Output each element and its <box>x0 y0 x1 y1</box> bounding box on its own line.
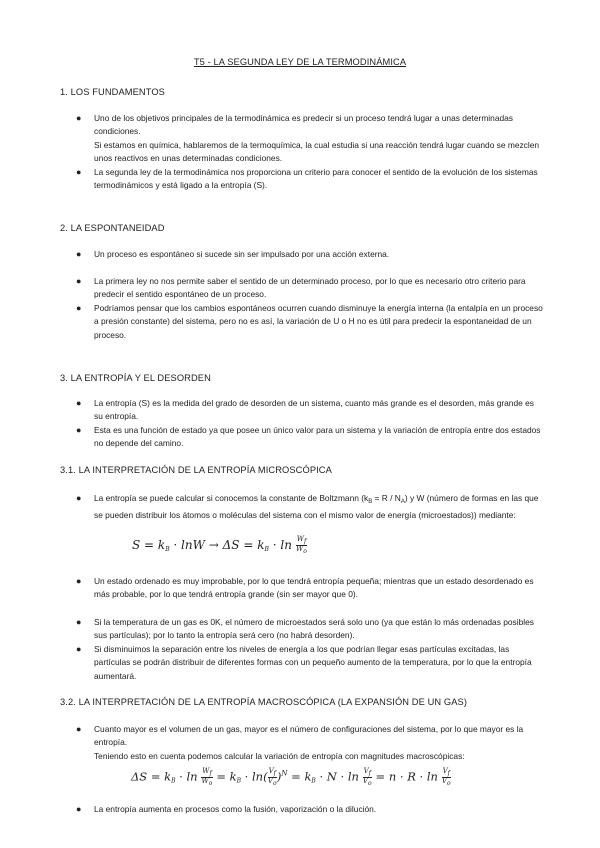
bullet-dot: ● <box>76 425 82 435</box>
bullet-dot: ● <box>76 398 82 408</box>
s32-bullet-1-extra: Teniendo esto en cuenta podemos calcular la variación de entropía con magnitudes macroscópicas: <box>94 750 465 761</box>
formula2-part: · ln <box>175 769 202 784</box>
s1-bullet-1-text: Uno de los objetivos principales de la termodinámica es predecir si un proceso tendrá lugar a unas determinadas condiciones. <box>94 113 513 137</box>
bullet-dot: ● <box>76 249 82 259</box>
section-3-heading: 3. LA ENTROPÍA Y EL DESORDEN <box>60 373 211 383</box>
s1-bullet-1-extra: Si estamos en química, hablaremos de la termoquímica, la cual estudia si una reacción tendrá lugar cuando se mezclen unos reactivos en unas determinadas condiciones. <box>94 139 540 163</box>
bullet-dot: ● <box>76 113 82 123</box>
s31-bullet-1 <box>94 492 544 523</box>
formula2-vo: V <box>441 777 447 785</box>
s31-b1-pre: La entropía se puede calcular si conocemos la constante de Boltzmann (k <box>94 493 369 503</box>
formula2-fraction-v3 <box>442 768 451 787</box>
bullet-dot: ● <box>76 617 82 627</box>
s31-b1-sub2: A <box>400 499 405 505</box>
macroscopic-formula <box>131 768 451 787</box>
s1-bullet-1 <box>94 112 544 165</box>
bullet-dot: ● <box>76 576 82 586</box>
s31-b1-mid: = R / N <box>372 493 401 503</box>
s3-bullet-2: Esta es una función de estado ya que posee un único valor para un sistema y la variación de entropía entre dos estados no depende del camino. <box>94 425 541 449</box>
formula2-part: · N · ln <box>315 769 363 784</box>
formula2-wo-sub: o <box>208 780 213 787</box>
formula2-sub: B <box>236 777 242 785</box>
s31-b1-post: ) y W (número de formas en las que se pueden distribuir los átomos o moléculas del sistema con el mismo valor de energía (microestados)) mediante: <box>94 493 539 521</box>
formula2-wo: W <box>201 777 209 785</box>
formula2-part: = k <box>212 769 237 784</box>
formula1-num: W <box>296 535 304 543</box>
formula1-den-sub: o <box>303 548 307 555</box>
formula2-vo-sub: o <box>446 780 451 787</box>
formula2-fraction-w <box>201 768 212 787</box>
formula2-part: ) <box>276 769 282 784</box>
formula2-part: = k <box>287 769 312 784</box>
formula2-vo: V <box>267 777 273 785</box>
formula2-fraction-v2 <box>363 768 372 787</box>
formula2-exp: N <box>281 769 288 778</box>
s32-bullet-1 <box>94 723 549 763</box>
formula2-wf-sub: f <box>209 770 212 777</box>
boltzmann-formula <box>132 536 307 555</box>
s31-b1-sub1: B <box>368 499 373 505</box>
formula1-den: W <box>296 545 304 553</box>
formula2-vo-sub: o <box>272 780 277 787</box>
formula2-sub: B <box>311 777 316 785</box>
formula2-vf-sub: f <box>273 770 276 777</box>
section-3-2-heading: 3.2. LA INTERPRETACIÓN DE LA ENTROPÍA MACROSCÓPICA (LA EXPANSIÓN DE UN GAS) <box>60 697 468 707</box>
section-2-heading: 2. LA ESPONTANEIDAD <box>60 223 165 233</box>
formula2-part: ΔS = k <box>131 769 172 784</box>
formula2-vf: V <box>268 767 274 775</box>
formula2-vo-sub: o <box>367 780 372 787</box>
formula2-vf: V <box>363 767 369 775</box>
formula2-sub: B <box>171 777 176 785</box>
s2-bullet-3: Podríamos pensar que los cambios espontáneos ocurren cuando disminuye la energía interna (la entalpía en un proceso a presión constante) del sistema, pero no es así, la variación de U o H no es útil para predecir la espontaneidad de un proceso. <box>94 303 543 340</box>
formula1-sub: B <box>264 546 269 553</box>
formula2-fraction-v <box>268 768 277 787</box>
s2-bullet-1: Un proceso es espontáneo si sucede sin ser impulsado por una acción externa. <box>94 249 390 259</box>
bullet-dot: ● <box>76 644 82 654</box>
section-1-heading: 1. LOS FUNDAMENTOS <box>60 87 165 97</box>
s31-bullet-4: Si disminuimos la separación entre los niveles de energía a los que podrían llegar esas partículas excitadas, las partículas se podrán distribuir de diferentes formas con un pequeño aumento de la temperatura, por lo que la entropía aumentará. <box>94 644 532 681</box>
formula1-lhs: S = k <box>132 538 166 552</box>
formula1-mid2: · ln <box>268 538 296 552</box>
s31-bullet-2: Un estado ordenado es muy improbable, por lo que tendrá entropía pequeña; mientras que un estado desordenado es más probable, por lo que tendrá entropía grande (sin ser mayor que 0). <box>94 576 534 600</box>
formula1-num-sub: f <box>303 538 307 545</box>
formula2-part: · ln( <box>241 769 268 784</box>
bullet-dot: ● <box>76 276 82 286</box>
s32-bullet-1-text: Cuanto mayor es el volumen de un gas, mayor es el número de configuraciones del sistema, por lo que mayor es la entropía. <box>94 724 524 748</box>
formula2-wf: W <box>202 767 210 775</box>
bullet-dot: ● <box>76 493 82 503</box>
formula2-part: = n · R · ln <box>371 769 442 784</box>
bullet-dot: ● <box>76 303 82 313</box>
s3-bullet-1: La entropía (S) es la medida del grado de desorden de un sistema, cuanto más grande es el desorden, más grande es su entropía. <box>94 398 534 422</box>
formula1-mid: · lnW → ΔS = k <box>169 538 265 552</box>
formula1-sub: B <box>165 546 170 553</box>
s31-bullet-3: Si la temperatura de un gas es 0K, el número de microestados será solo uno (ya que están lo más ordenadas posibles sus partículas); por lo tanto la entropía será cero (no habrá desorden). <box>94 617 534 641</box>
s1-bullet-2: La segunda ley de la termodinámica nos proporciona un criterio para conocer el sentido de la evolución de los sistemas termodinámicos y está ligado a la entropía (S). <box>94 167 538 191</box>
page-title: T5 - LA SEGUNDA LEY DE LA TERMODINÁMICA <box>193 57 407 67</box>
section-3-1-heading: 3.1. LA INTERPRETACIÓN DE LA ENTROPÍA MICROSCÓPICA <box>60 465 332 475</box>
s2-bullet-2: La primera ley no nos permite saber el sentido de un determinado proceso, por lo que es necesario otro criterio para predecir el sentido espontáneo de un proceso. <box>94 276 526 300</box>
formula1-fraction <box>296 536 307 555</box>
formula2-vf-sub: f <box>368 770 371 777</box>
formula2-vf-sub: f <box>447 770 450 777</box>
s32-bullet-2: La entropía aumenta en procesos como la fusión, vaporización o la dilución. <box>94 804 377 814</box>
bullet-dot: ● <box>76 804 82 814</box>
bullet-dot: ● <box>76 167 82 177</box>
formula2-vf: V <box>442 767 448 775</box>
bullet-dot: ● <box>76 724 82 734</box>
formula2-vo: V <box>362 777 368 785</box>
